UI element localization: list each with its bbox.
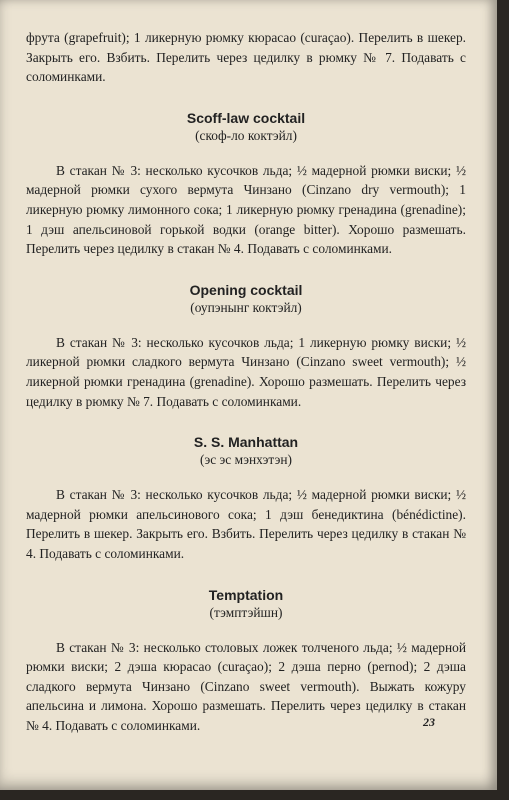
recipe-scoff-law <box>26 109 466 259</box>
recipe-text: В стакан № 3: несколько кусочков льда; ½ мадерной рюмки виски; ½ мадерной рюмки апельсинового сока; 1 дэш бенедиктина (bénédictine). Перелить в шекер. Закрыть его. Взбить. Перелить через цедилку в стакан № 4. Подавать с соломинками. <box>26 487 466 561</box>
recipe-subtitle: (эс эс мэнхэтэн) <box>200 452 292 468</box>
recipe-ss-manhattan <box>26 433 466 563</box>
recipe-subtitle: (тэмптэйшн) <box>209 604 283 620</box>
recipe-title: Temptation <box>208 586 284 603</box>
recipe-opening <box>26 281 466 411</box>
recipe-subtitle: (оупэнынг коктэйл) <box>190 299 302 315</box>
recipe-text: В стакан № 3: несколько столовых ложек толченого льда; ½ мадерной рюмки виски; 2 дэша кюрасао (curaçao); 2 дэша перно (pernod); 2 дэша сладкого вермута Чинзано (Cinzano sweet vermouth). Выжать кожуру апельсина и лимона. Хорошо размешать. Перелить через цедилку в стакан № 4. Подавать с соломинками. <box>26 639 466 733</box>
recipe-text: В стакан № 3: несколько кусочков льда; ½ мадерной рюмки виски; ½ мадерной рюмки сухого вермута Чинзано (Cinzano dry vermouth); 1 ликерную рюмку лимонного сока; 1 ликерную рюмку гренадина (grenadine); 1 дэш апельсиновой горькой водки (orange bitter). Хорошо размешать. Перелить через цедилку в стакан № 4. Подавать с соломинками. <box>26 162 466 257</box>
recipe-title: S. S. Manhattan <box>193 434 299 451</box>
page-content <box>26 28 466 735</box>
recipe-title: Opening cocktail <box>189 281 303 298</box>
recipe-title: Scoff-law cocktail <box>186 109 306 126</box>
recipe-text: В стакан № 3: несколько кусочков льда; 1 ликерную рюмку виски; ½ ликерной рюмки сладкого вермута Чинзано (Cinzano sweet vermouth); ½ ликерной рюмки гренадина (grenadine). Хорошо размешать. Перелить через цедилку в рюмку № 7. Подавать с соломинками. <box>26 334 466 409</box>
recipe-temptation <box>26 586 466 736</box>
intro-paragraph: фрута (grapefruit); 1 ликерную рюмку кюрасао (curaçao). Перелить в шекер. Закрыть его. Взбить. Перелить через цедилку в рюмку № 7. Подавать с соломинками. <box>26 30 466 85</box>
recipe-subtitle: (скоф-ло коктэйл) <box>195 127 297 143</box>
page-number: 23 <box>423 715 435 729</box>
